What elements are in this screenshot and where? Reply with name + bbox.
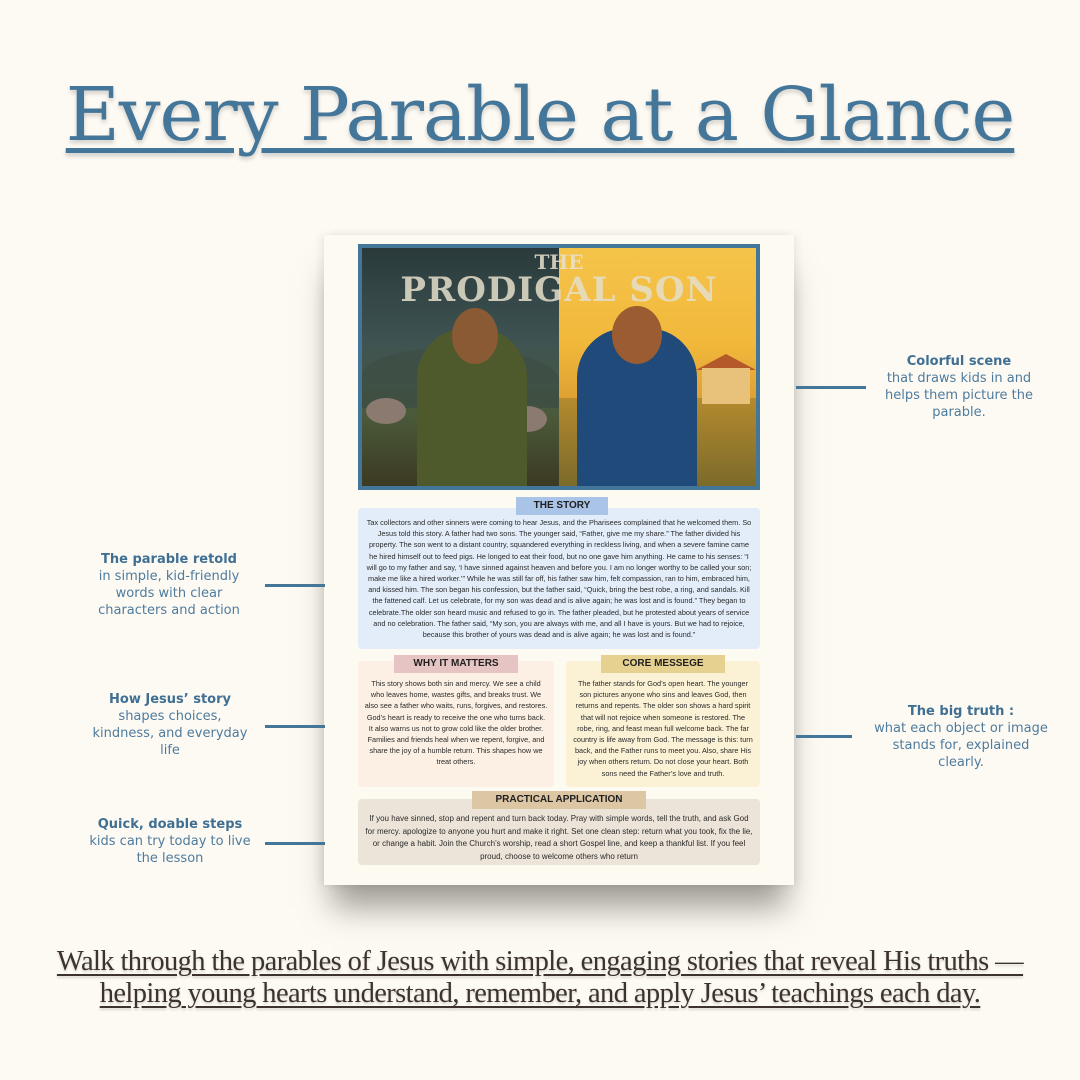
connector-line bbox=[796, 735, 852, 738]
annotation-big-truth bbox=[872, 703, 1050, 771]
hero-title-small: THE bbox=[534, 250, 584, 274]
annotation-title: The parable retold bbox=[101, 552, 237, 567]
prodigal-son-head bbox=[452, 308, 498, 364]
page-headline bbox=[0, 72, 1080, 158]
practical-application-label: PRACTICAL APPLICATION bbox=[472, 791, 646, 809]
hero-illustration bbox=[358, 244, 760, 490]
why-it-matters-label: WHY IT MATTERS bbox=[394, 655, 518, 673]
house-icon bbox=[702, 368, 750, 404]
annotation-steps bbox=[80, 816, 260, 867]
hero-title-large: PRODIGAL SON bbox=[400, 270, 718, 310]
annotation-title: How Jesus’ story bbox=[109, 692, 231, 707]
annotation-body: what each object or image stands for, explained clearly. bbox=[874, 721, 1048, 770]
practical-application-panel: If you have sinned, stop and repent and turn back today. Pray with simple words, tell the truth, and ask God for mercy. apologize to anyone you hurt and make it right. Set one clean step: return what you took, fix the lie, or change a habit. Join the Church’s worship, read a short Gospel line, and keep a thankful list. If you feel proud, choose to welcome others who return bbox=[358, 799, 760, 865]
worksheet-preview bbox=[324, 235, 794, 885]
core-message-label: CORE MESSEGE bbox=[601, 655, 725, 673]
footer-tagline: Walk through the parables of Jesus with simple, engaging stories that reveal His truths — helping young hearts understand, remember, and apply Jesus’ teachings each day. bbox=[56, 946, 1024, 1009]
annotation-retold bbox=[80, 551, 258, 619]
pig-icon bbox=[366, 398, 406, 424]
annotation-body: kids can try today to live the lesson bbox=[89, 834, 251, 866]
story-panel: Tax collectors and other sinners were coming to hear Jesus, and the Pharisees complained that he welcomed them. So Jesus told this story. A father had two sons. The younger said, “Father, give me my share.” The father divided his property. The son went to a distant country, squandered everything in reckless living, and when a severe famine came he hired himself out to feed pigs. He longed to eat their food, but no one gave him anything. He came to his senses: “I will go to my father and say, ‘I have sinned against heaven and before you. I am no longer worthy to be called your son; make me like a hired worker.’” While he was still far off, his father saw him, felt compassion, ran to him, embraced him, and kissed him. The son began his confession, but the father said, “Quick, bring the best robe, a ring, and sandals. Kill the fattened calf. Let us celebrate, for my son was dead and is alive again; he was lost and is found.” They began to celebrate.The older son heard music and refused to go in. The father pleaded, but he protested about years of service and no celebration. The father said, “My son, you are always with me, and all I have is yours. But we had to rejoice, because this brother of yours was dead and is alive again; he was lost and is found.” bbox=[358, 508, 760, 649]
headline-text: Every Parable at a Glance bbox=[65, 72, 1015, 158]
annotation-title: Quick, doable steps bbox=[97, 817, 243, 832]
core-message-panel: The father stands for God’s open heart. The younger son pictures anyone who sins and leaves God, then returns and repents. The older son shows a hard spirit that will not rejoice when someone is restored. The robe, ring, and feast mean full welcome back. The far country is life away from God. The message is this: turn back, and the Father runs to meet you. Also, share His joy when others return. Do not close your heart. Both sons need the Father’s love and truth. bbox=[566, 661, 760, 787]
annotation-title: The big truth : bbox=[907, 704, 1015, 719]
father-head bbox=[612, 306, 662, 364]
annotation-body: that draws kids in and helps them picture the parable. bbox=[884, 371, 1033, 420]
why-it-matters-panel: This story shows both sin and mercy. We see a child who leaves home, wastes gifts, and breaks trust. We also see a father who waits, runs, forgives, and restores. God’s heart is ready to receive the one who turns back. It also warns us not to grow cold like the older brother. Families and friends heal when we repent, forgive, and share the joy of a humble return. This shapes how we treat others. bbox=[358, 661, 554, 787]
connector-line bbox=[796, 386, 866, 389]
annotation-body: in simple, kid-friendly words with clear characters and action bbox=[98, 569, 240, 618]
annotation-story-shapes bbox=[90, 691, 250, 759]
connector-line bbox=[265, 584, 325, 587]
annotation-body: shapes choices, kindness, and everyday life bbox=[92, 709, 248, 758]
annotation-scene bbox=[868, 353, 1050, 421]
story-label: THE STORY bbox=[516, 497, 608, 515]
connector-line bbox=[265, 725, 325, 728]
annotation-title: Colorful scene bbox=[906, 354, 1012, 369]
connector-line bbox=[265, 842, 325, 845]
